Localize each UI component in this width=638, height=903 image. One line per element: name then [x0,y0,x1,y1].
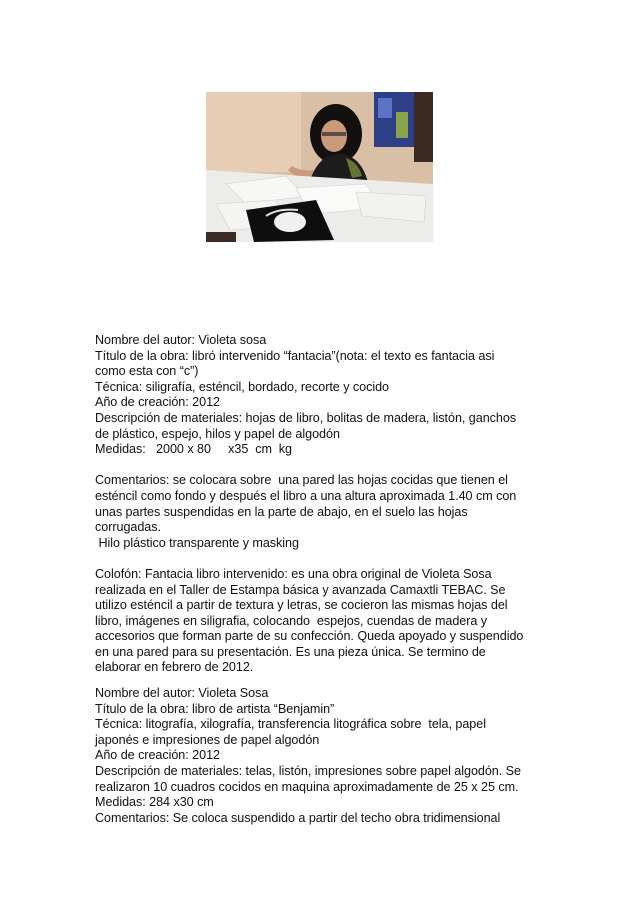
work2-measures: Medidas: 284 x30 cm [95,795,214,810]
work2-technique: Técnica: litografía, xilografía, transferencia litográfica sobre tela, papel [95,717,486,732]
work2-materials-cont: realizaron 10 cuadros cocidos en maquina aproximadamente de 25 x 25 cm. [95,779,519,794]
work1-author: Nombre del autor: Violeta sosa [95,333,267,347]
work1-comments-line: corrugadas. [95,520,161,535]
work1-materials-cont: de plástico, espejo, hilos y papel de algodón [95,426,340,441]
work1-colofon-line: utilizo esténcil a partir de textura y letras, se cocieron las mismas hojas del [95,598,508,613]
work1-colofon-line: elaborar en febrero de 2012. [95,660,254,675]
work1-title-cont: como esta con “c”) [95,364,199,379]
work1-year: Año de creación: 2012 [95,395,220,410]
work1-comments-line: esténcil como fondo y después el libro a una altura aproximada 1.40 cm con [95,488,517,503]
work1-materials: Descripción de materiales: hojas de libro, bolitas de madera, listón, ganchos [95,410,517,425]
work1-comments: Comentarios: se colocara sobre una pared las hojas cocidas que tienen el [95,473,508,488]
work2-materials: Descripción de materiales: telas, listón, impresiones sobre papel algodón. Se [95,763,521,778]
work1-title: Título de la obra: libró intervenido “fantacia”(nota: el texto es fantacia asi [95,348,495,363]
artist-photo-illustration [206,92,433,242]
work1-colofon-line: accesorios que forman parte de su confección. Queda apoyado y suspendido [95,629,524,644]
artist-photo [206,92,433,242]
work1-colofon-line: en una pared para su presentación. Es una pieza única. Se termino de [95,644,486,659]
work2-technique-cont: japonés e impresiones de papel algodón [95,732,320,747]
work1-colofon: Colofón: Fantacia libro intervenido: es una obra original de Violeta Sosa [95,566,492,581]
work1-colofon-line: realizada en el Taller de Estampa básica y avanzada Camaxtli TEBAC. Se [95,582,506,597]
work1-measures: Medidas: 2000 x 80 x35 cm kg [95,442,293,457]
work1-colofon-line: libro, imágenes en siligrafia, colocando espejos, cuendas de madera y [95,613,488,628]
photo-wall-left [206,92,301,172]
work2-comments: Comentarios: Se coloca suspendido a partir del techo obra tridimensional [95,810,501,825]
work1-details [95,333,555,676]
work2-title: Título de la obra: libro de artista “Benjamin” [95,701,335,716]
work2-year: Año de creación: 2012 [95,748,220,763]
work1-comments-line: Hilo plástico transparente y masking [95,535,299,550]
work1-technique: Técnica: siligrafía, esténcil, bordado, recorte y cocido [95,379,389,394]
work1-comments-line: unas partes suspendidas en la parte de abajo, en el suelo las hojas [95,504,468,519]
work2-details [95,686,555,826]
work2-author: Nombre del autor: Violeta Sosa [95,686,269,700]
